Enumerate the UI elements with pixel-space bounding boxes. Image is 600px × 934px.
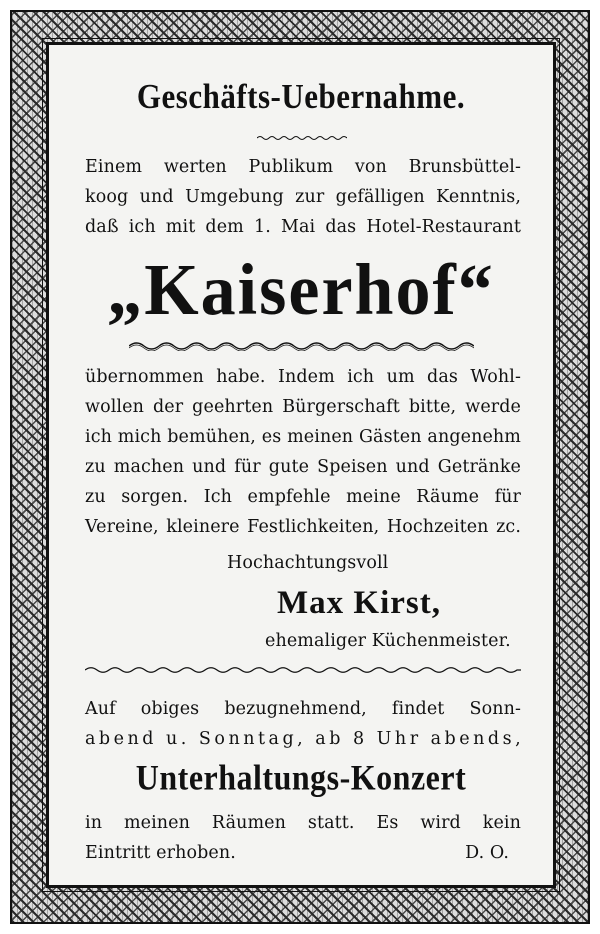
intro-line-1: Einem werten Publikum von Brunsbüttel- (85, 157, 521, 177)
footer-initials: D. O. (465, 843, 509, 863)
advertisement-frame (46, 42, 556, 888)
intro-line-2: koog und Umgebung zur gefälligen Kenntnis, (85, 187, 521, 207)
wavy-divider-kaiserhof (129, 341, 474, 351)
advertisement-heading: Geschäfts-Uebernahme. (136, 76, 466, 117)
notice-line-2: abend u. Sonntag, ab 8 Uhr abends, (85, 729, 525, 749)
body-line-6: Vereine, kleinere Festlichkeiten, Hochzeiten zc. (85, 517, 521, 537)
signature-name: Max Kirst, (277, 585, 441, 621)
body-line-5: zu sorgen. Ich empfehle meine Räume für (85, 487, 521, 507)
hotel-name: „Kaiserhof“ (107, 250, 495, 331)
closing-salutation: Hochachtungsvoll (227, 553, 389, 573)
signature-title: ehemaliger Küchenmeister. (265, 631, 511, 651)
body-line-1: übernommen habe. Indem ich um das Wohl- (85, 367, 521, 387)
short-divider (257, 133, 347, 143)
body-line-4: zu machen und für gute Speisen und Getränke (85, 457, 521, 477)
footer-line-1: in meinen Räumen statt. Es wird kein (85, 813, 521, 833)
body-line-3: ich mich bemühen, es meinen Gästen angenehm (85, 427, 521, 447)
advertisement-content (49, 45, 553, 885)
notice-line-1: Auf obiges bezugnehmend, findet Sonn- (85, 699, 521, 719)
wavy-divider-notice (85, 665, 521, 675)
intro-line-3: daß ich mit dem 1. Mai das Hotel-Restaurant (85, 217, 521, 237)
body-line-2: wollen der geehrten Bürgerschaft bitte, werde (85, 397, 521, 417)
event-title: Unterhaltungs-Konzert (135, 756, 467, 798)
footer-admission: Eintritt erhoben. (85, 843, 236, 863)
